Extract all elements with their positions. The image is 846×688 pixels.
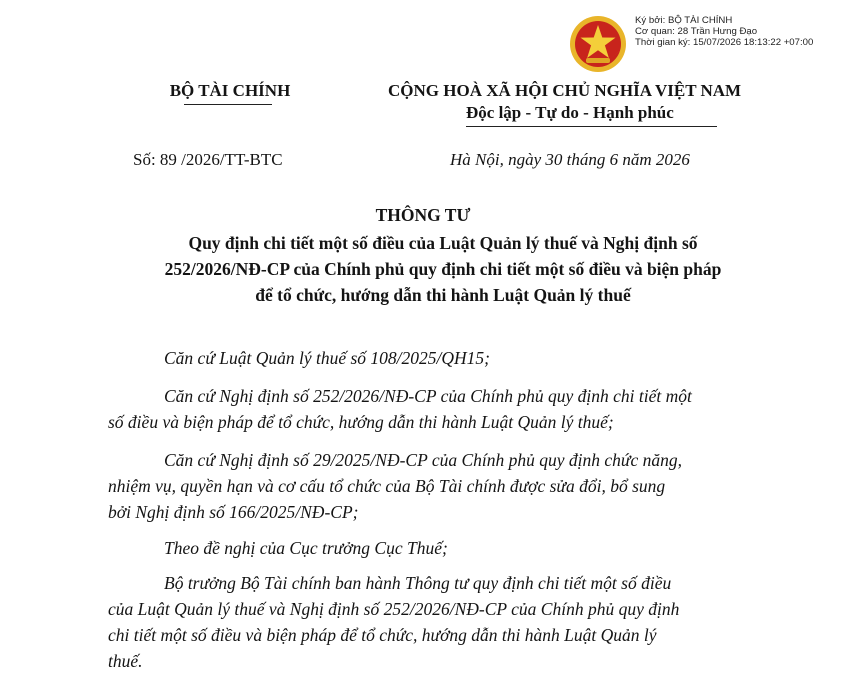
national-title: CỘNG HOÀ XÃ HỘI CHỦ NGHĨA VIỆT NAM [388,81,742,100]
basis-line: Theo đề nghị của Cục trưởng Cục Thuế; [164,538,448,558]
place-and-date: Hà Nội, ngày 30 tháng 6 năm 2026 [450,150,690,169]
subject-line: Quy định chi tiết một số điều của Luật Quản lý thuế và Nghị định số [188,233,698,253]
subject-line: 252/2026/NĐ-CP của Chính phủ quy định chi tiết một số điều và biện pháp [164,259,722,279]
basis-line: số điều và biện pháp để tổ chức, hướng dẫn thi hành Luật Quản lý thuế; [108,412,614,432]
motto-underline [466,126,717,127]
basis-line: của Luật Quản lý thuế và Nghị định số 252/2026/NĐ-CP của Chính phủ quy định [108,599,680,619]
national-motto: Độc lập - Tự do - Hạnh phúc [466,103,674,122]
basis-line: nhiệm vụ, quyền hạn và cơ cấu tổ chức của Bộ Tài chính được sửa đổi, bổ sung [108,476,666,496]
document-number: Số: 89 /2026/TT-BTC [133,150,283,169]
signature-agency: Cơ quan: 28 Trần Hưng Đạo [635,26,758,37]
subject-line: để tổ chức, hướng dẫn thi hành Luật Quản lý thuế [255,285,631,305]
ministry-name: BỘ TÀI CHÍNH [169,81,291,100]
basis-line: thuế. [108,651,143,671]
basis-line: Căn cứ Nghị định số 29/2025/NĐ-CP của Chính phủ quy định chức năng, [164,450,682,470]
digital-signature-block [635,15,813,48]
state-emblem-icon [568,14,628,76]
basis-line: Căn cứ Luật Quản lý thuế số 108/2025/QH15; [164,348,490,368]
signature-time: Thời gian ký: 15/07/2026 18:13:22 +07:00 [635,37,814,48]
document-type: THÔNG TƯ [375,205,471,225]
ministry-underline [184,104,272,105]
basis-line: chi tiết một số điều và biện pháp để tổ chức, hướng dẫn thi hành Luật Quản lý [108,625,657,645]
basis-line: Bộ trưởng Bộ Tài chính ban hành Thông tư quy định chi tiết một số điều [164,573,672,593]
basis-line: bởi Nghị định số 166/2025/NĐ-CP; [108,502,359,522]
signature-signed-by: Ký bởi: BỘ TÀI CHÍNH [635,15,733,26]
document-subject [120,230,766,308]
basis-line: Căn cứ Nghị định số 252/2026/NĐ-CP của Chính phủ quy định chi tiết một [164,386,692,406]
